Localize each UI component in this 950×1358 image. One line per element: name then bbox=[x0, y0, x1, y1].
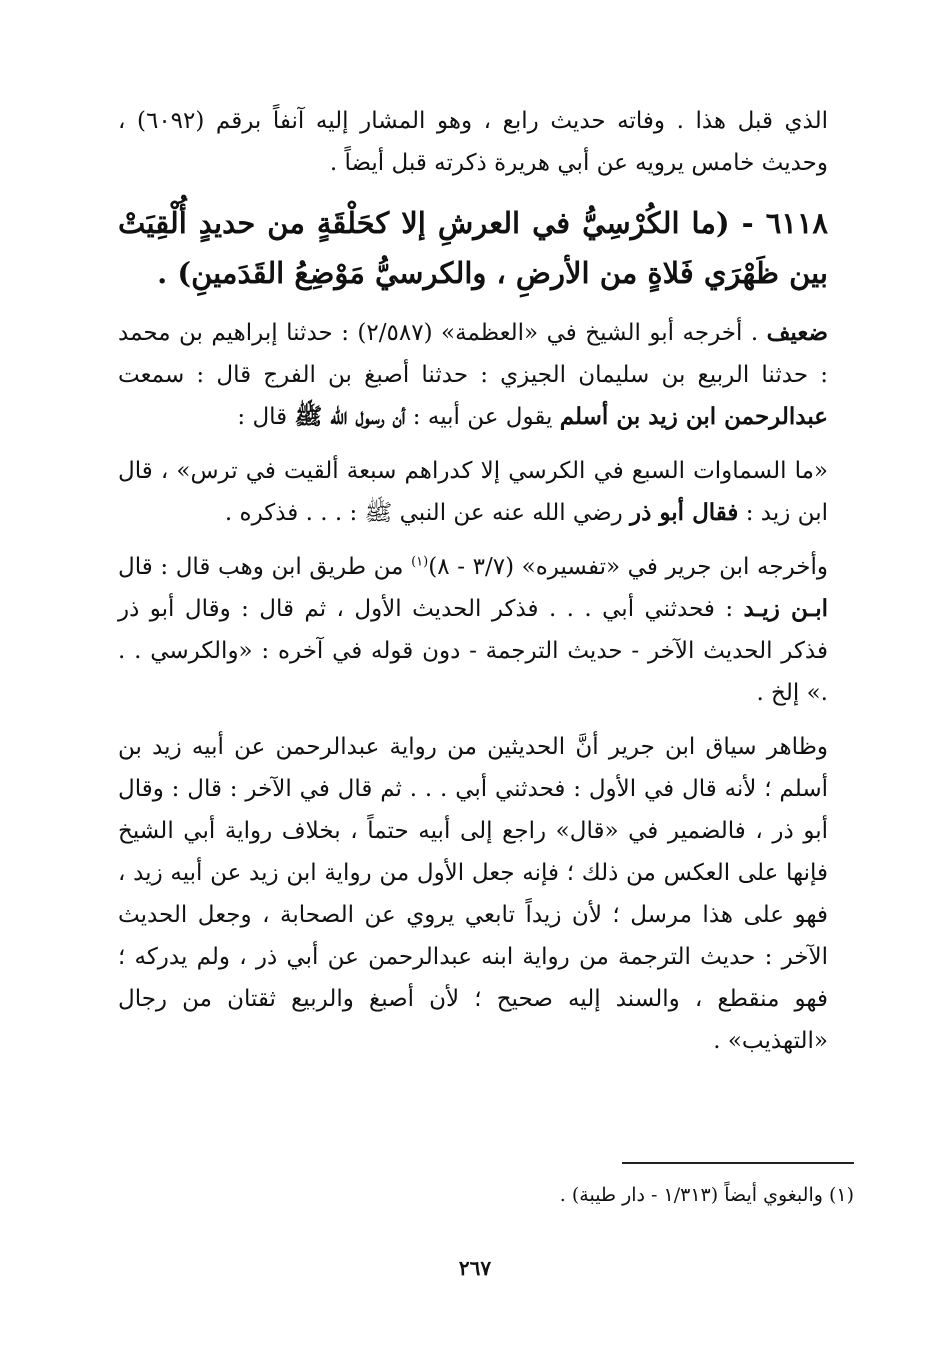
paragraph-hadith-text bbox=[118, 450, 828, 534]
paragraph-analysis: وظاهر سياق ابن جرير أنَّ الحديثين من رواية عبدالرحمن عن أبيه زيد بن أسلم ؛ لأنه قال في الأول : فحدثني أبي . . . ثم قال في الآخر : قال : وقال أبو ذر ، فالضمير في «قال» راجع إلى أبيه حتماً ، بخلاف رواية أبي الشيخ فإنها على العكس من ذلك ؛ فإنه جعل الأول من رواية ابن زيد عن أبيه زيد ، فهو على هذا مرسل ؛ لأن زيداً تابعي يروي عن الصحابة ، وجعل الحديث الآخر : حديث الترجمة من رواية ابنه عبدالرحمن عن أبي ذر ، ولم يدركه ؛ فهو منقطع ، والسند إليه صحيح ؛ لأن أصبغ والربيع ثقتان من رجال «التهذيب» . bbox=[118, 734, 828, 1054]
paragraph-text: رضي الله عنه عن النبي ﷺ : . . . فذكره . bbox=[224, 500, 631, 526]
narrator-name: عبدالرحمن ابن زيد بن أسلم bbox=[559, 403, 828, 430]
narrator-name: فقال أبو ذر bbox=[630, 499, 739, 526]
paragraph-text: من طريق ابن وهب قال : قال bbox=[118, 554, 412, 580]
footnote-reference[interactable]: (١) bbox=[411, 554, 429, 570]
hadith-heading: ٦١١٨ - (ما الكُرْسِيُّ في العرشِ إلا كحَلْقَةٍ من حديدٍ أُلْقِيَتْ بين ظَهْرَي فَلاةٍ من الأرضِ ، والكرسيُّ مَوْضِعُ القَدَمينِ) . bbox=[118, 206, 828, 290]
paragraph-text: وأخرجه ابن جرير في «تفسيره» (٣/٧ - ٨) bbox=[428, 554, 828, 580]
page-number: ٢٦٧ bbox=[458, 1256, 492, 1280]
paragraph-text: : فحدثني أبي . . . فذكر الحديث الأول ، ثم قال : وقال أبو ذر فذكر الحديث الآخر - حديث الترجمة - دون قوله في آخره : «والكرسي . . .» إلخ . bbox=[118, 596, 828, 706]
footnote: (١) والبغوي أيضاً (١/٣١٣ - دار طيبة) . bbox=[559, 1184, 854, 1206]
paragraph-continuation: الذي قبل هذا . وفاته حديث رابع ، وهو المشار إليه آنفاً برقم (٦٠٩٢) ، وحديث خامس يرويه عن أبي هريرة ذكرته قبل أيضاً . bbox=[118, 108, 828, 176]
narrator-name: ابـن زيـد bbox=[743, 595, 828, 622]
paragraph-ibn-jarir bbox=[118, 546, 828, 714]
paragraph-text: . أخرجه أبو الشيخ في «العظمة» (٢/٥٨٧) : حدثنا إبراهيم بن محمد : حدثنا الربيع بن سليمان الجيزي : حدثنا أصبغ بن الفرج قال : سمعت bbox=[118, 320, 828, 388]
paragraph-text: «ما السماوات السبع في الكرسي إلا كدراهم سبعة ألقيت في ترس» ، قال ابن زيد : bbox=[118, 458, 828, 526]
paragraph-text: يقول عن أبيه : bbox=[405, 404, 560, 430]
prophet-reference: أن رسول الله ﷺ bbox=[294, 403, 406, 430]
footnote-divider bbox=[622, 1162, 854, 1164]
paragraph-takhrij bbox=[118, 312, 828, 438]
grade-label: ضعيف bbox=[766, 319, 828, 346]
paragraph-text: قال : bbox=[237, 404, 295, 430]
